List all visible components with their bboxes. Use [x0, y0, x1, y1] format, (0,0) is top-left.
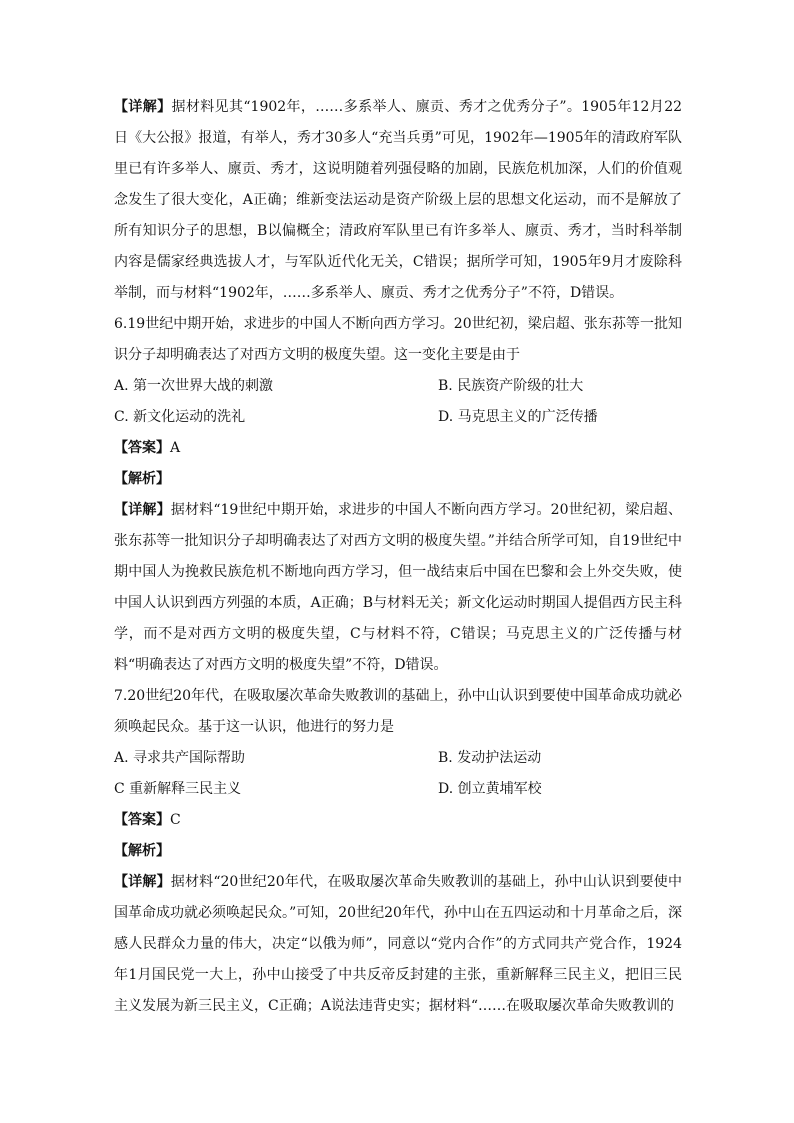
option-c: C 重新解释三民主义 [114, 781, 242, 797]
document-page [114, 92, 682, 1022]
detail-tag: 【详解】 [114, 874, 171, 890]
question-6-stem: 6.19世纪中期开始，求进步的中国人不断向西方学习。20世纪初，梁启超、张东荪等一批知识分子却明确表达了对西方文明的极度失望。这一变化主要是由于 [114, 316, 682, 363]
option-d: D. 马克思主义的广泛传播 [438, 409, 598, 425]
answer-line [114, 805, 682, 836]
detail-tag: 【详解】 [114, 99, 172, 115]
question-6-options [114, 371, 682, 433]
answer-line [114, 433, 682, 464]
detail-text: 据材料“20世纪20年代，在吸取屡次革命失败教训的基础上，孙中山认识到要使中国革命成功就必须唤起民众。”可知，20世纪20年代，孙中山在五四运动和十月革命之后，深感人民群众力量的伟大，决定“以俄为师”，同意以“党内合作”的方式同共产党合作，1924年1月国民党一大上，孙中山接受了中共反帝反封建的主张，重新解释三民主义，把旧三民主义发展为新三民主义，C正确；A说法违背史实；据材料“……在吸取屡次革命失败教训的 [114, 874, 682, 1014]
detail-paragraph [114, 867, 682, 1022]
answer-tag: 【答案】 [114, 812, 170, 828]
question-7-stem: 7.20世纪20年代，在吸取屡次革命失败教训的基础上，孙中山认识到要使中国革命成功就必须唤起民众。基于这一认识，他进行的努力是 [114, 688, 682, 735]
option-a: A. 第一次世界大战的刺激 [114, 378, 274, 394]
answer-tag: 【答案】 [114, 440, 170, 456]
detail-paragraph [114, 495, 682, 681]
detail-text: 据材料“19世纪中期开始，求进步的中国人不断向西方学习。20世纪初，梁启超、张东荪等一批知识分子却明确表达了对西方文明的极度失望。”并结合所学可知，自19世纪中期中国人为挽救民族危机不断地向西方学习，但一战结束后中国在巴黎和会上外交失败，使中国人认识到西方列强的本质，A正确；B与材料无关；新文化运动时期国人提倡西方民主科学，而不是对西方文明的极度失望，C与材料不符，C错误；马克思主义的广泛传播与材料“明确表达了对西方文明的极度失望”不符，D错误。 [114, 502, 682, 673]
option-b: B. 发动护法运动 [438, 750, 542, 766]
option-a: A. 寻求共产国际帮助 [114, 750, 246, 766]
question-7-options [114, 743, 682, 805]
answer-value: C [170, 812, 181, 828]
detail-text: 据材料见其“1902年，……多系举人、廪贡、秀才之优秀分子”。1905年12月22日《大公报》报道，有举人，秀才30多人“充当兵勇”可见，1902年—1905年的清政府军队里已有许多举人、廪贡、秀才，这说明随着列强侵略的加剧，民族危机加深，人们的价值观念发生了很大变化，A正确；维新变法运动是资产阶级上层的思想文化运动，而不是解放了所有知识分子的思想，B以偏概全；清政府军队里已有许多举人、廪贡、秀才，当时科举制内容是儒家经典选拔人才，与军队近代化无关，C错误；据所学可知，1905年9月才废除科举制，而与材料“1902年，……多系举人、廪贡、秀才之优秀分子”不符，D错误。 [114, 99, 683, 301]
option-b: B. 民族资产阶级的壮大 [438, 378, 584, 394]
answer-value: A [170, 440, 181, 456]
option-d: D. 创立黄埔军校 [438, 781, 542, 797]
option-c: C. 新文化运动的洗礼 [114, 409, 246, 425]
analysis-tag: 【解析】 [114, 471, 170, 487]
detail-tag: 【详解】 [114, 502, 171, 518]
detail-paragraph [114, 92, 682, 309]
analysis-tag: 【解析】 [114, 843, 170, 859]
